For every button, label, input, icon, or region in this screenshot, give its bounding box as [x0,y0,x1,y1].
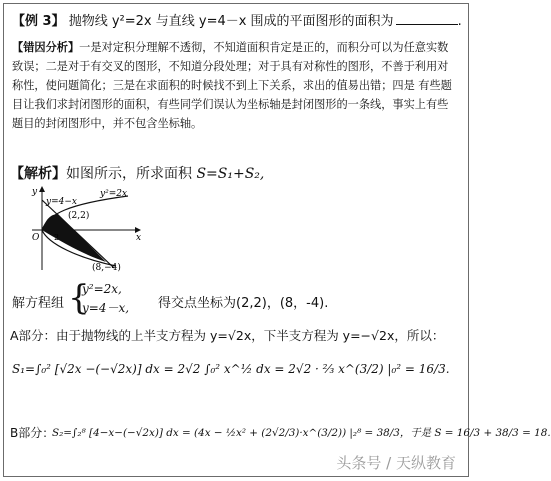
s1-formula: S₁=∫₀² [√2x −(−√2x)] dx = 2√2 ∫₀² x^½ dx = 2√2 · ⅔ x^(3/2) |₀² = 16/3. [12,362,450,376]
part-b-line [10,424,54,441]
point-a-label: (2,2) [68,211,90,221]
part-a-line [10,326,444,344]
part-a-text: A部分：由于抛物线的上半支方程为 y=√2x，下半支方程为 y=−√2x，所以： [10,328,445,343]
region-graph [28,184,146,272]
error-analysis-heading: 【错因分析】 [12,41,80,54]
system-eq2: y=4－x, [82,301,130,315]
part-b-text: B部分： [10,426,55,440]
example-line [12,10,462,29]
example-tag: 【例 3】 [12,14,65,29]
system-eq1: y²=2x, [82,282,122,296]
shaded-region [42,214,106,262]
example-question: 抛物线 y²=2x 与直线 y=4－x 围成的平面图形的面积为 [68,14,394,29]
intersection-text: 得交点坐标为(2,2)，(8，-4). [158,296,329,311]
parabola-label: y²=2x [100,189,128,199]
system-brace: { [68,278,90,318]
system-prefix: 解方程组 [12,296,65,311]
point-b-label: (8,−4) [92,263,121,273]
answer-blank [396,24,458,25]
solution-line [10,163,264,183]
error-analysis-text: 一是对定积分理解不透彻，不知道面积肯定是正的，而积分可以为任意实数致误；二是对于有交叉的图形，不知道分段处理；对于具有对称性的图形，不善于利用对称性，使问题简化；三是在求面积的时候找不到上下关系，求出的值易出错；四是 有些题目让我们求封闭图形的面积，有些同学们误认为坐标轴是封闭图形的一条线，事实上有些题目的封闭图形中，并不包含坐标轴。 [12,41,452,130]
origin-label: O [32,233,40,243]
solution-intro: 如图所示，所求面积 [66,166,192,182]
s1-line [12,362,450,376]
tick-2-label: 2 [54,233,60,242]
area-formula: S=S₁+S₂, [196,166,265,182]
line-label: y=4−x [46,197,77,207]
solution-heading: 【解析】 [10,166,66,182]
s2-line [52,424,551,439]
error-analysis-block [12,38,458,133]
watermark-text: 头条号 / 天纵教育 [336,454,456,472]
question-end: . [457,14,462,29]
s2-formula: S₂=∫₂⁸ [4−x−(−√2x)] dx = (4x − ½x² + (2√2/3)·x^(3/2)) |₂⁸ = 38/3，于是 S = 16/3 + 38/3 = 18. [52,427,551,439]
x-axis-label: x [136,233,142,243]
y-axis-label: y [32,187,38,197]
